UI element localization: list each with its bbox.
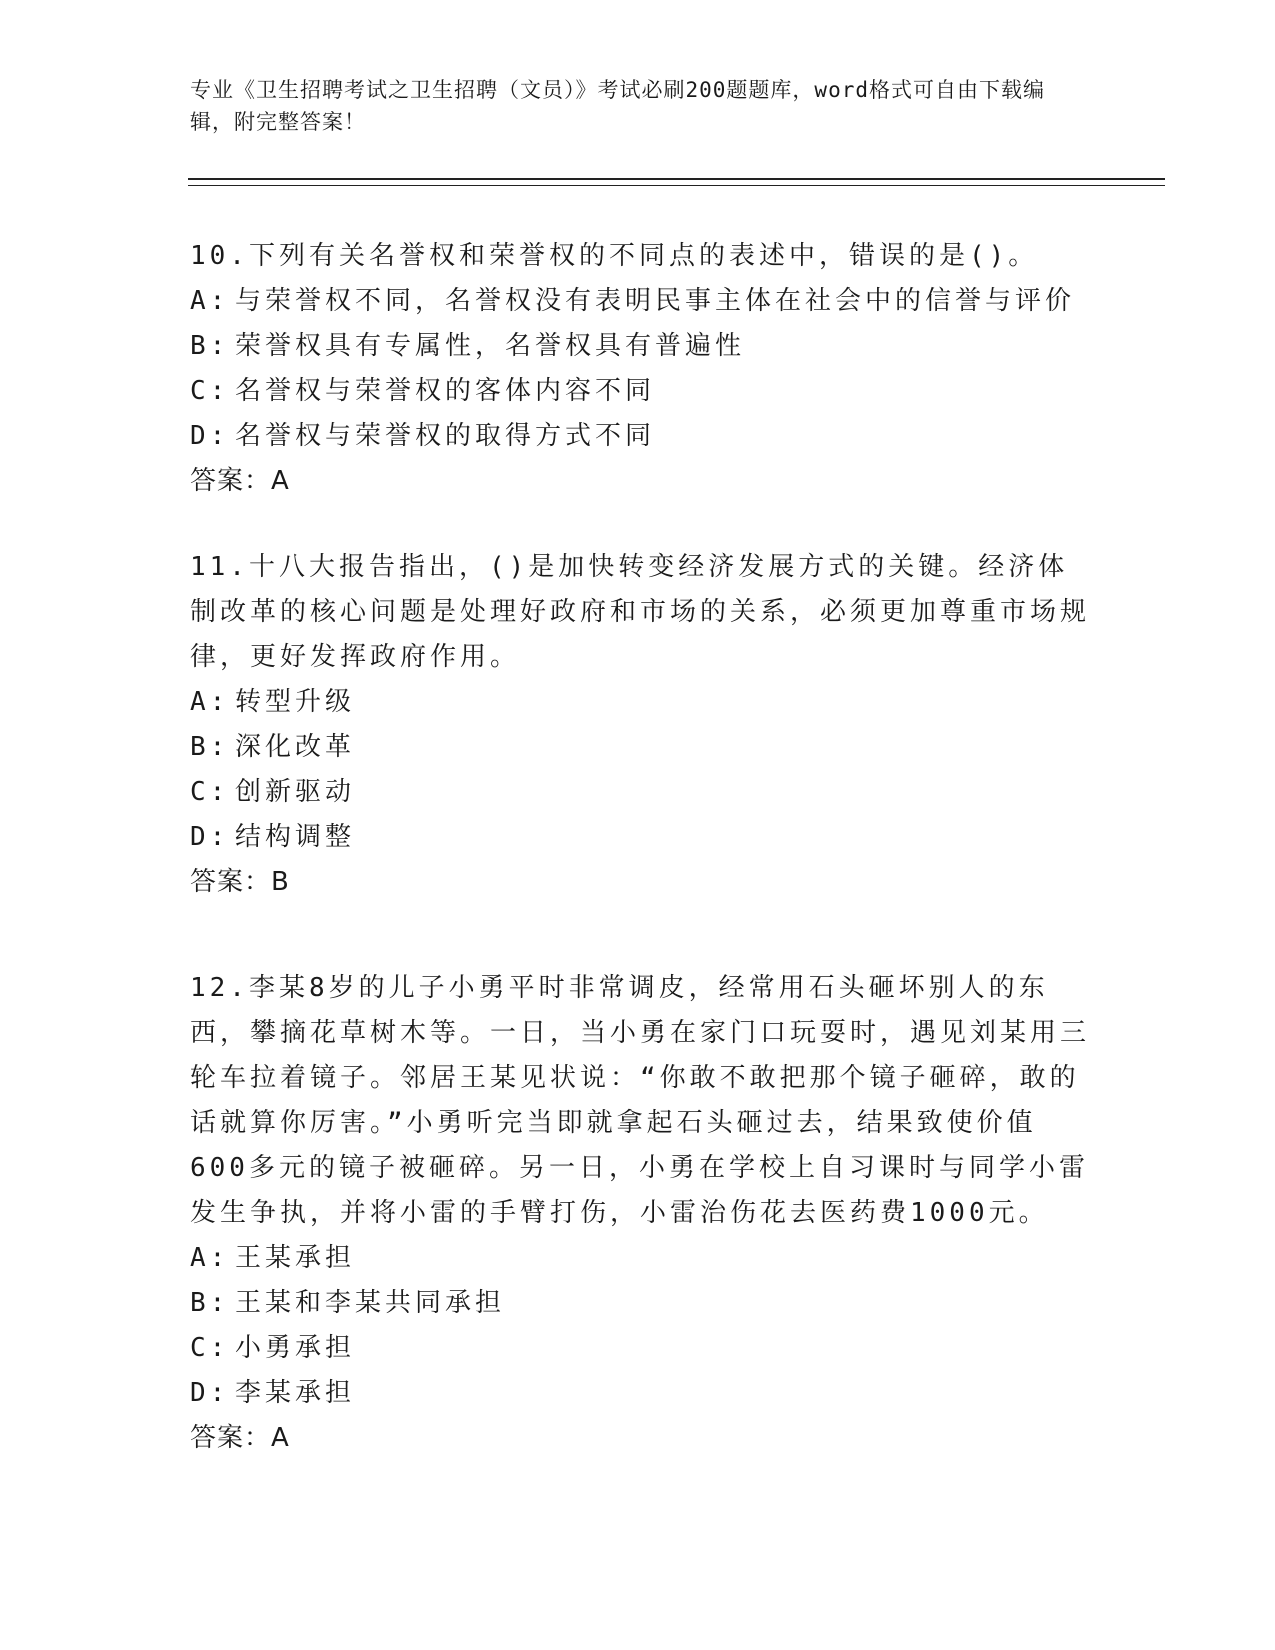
question-stem: 10.下列有关名誉权和荣誉权的不同点的表述中，错误的是()。 — [190, 241, 1039, 271]
option-letter: B: — [190, 1288, 230, 1318]
option-letter: D: — [190, 421, 230, 451]
option-text: 与荣誉权不同，名誉权没有表明民事主体在社会中的信誉与评价 — [235, 286, 1076, 316]
option-text: 结构调整 — [235, 822, 356, 852]
option-text: 创新驱动 — [235, 777, 356, 807]
option-text: 李某承担 — [235, 1378, 356, 1408]
answer: 答案：A — [190, 1423, 290, 1453]
option-c — [190, 1326, 1090, 1371]
option-letter: C: — [190, 376, 230, 406]
option-b — [190, 725, 1090, 770]
option-letter: A: — [190, 1243, 230, 1273]
option-a — [190, 1236, 1090, 1281]
option-letter: C: — [190, 1333, 230, 1363]
option-letter: B: — [190, 331, 230, 361]
option-text: 深化改革 — [235, 732, 356, 762]
option-text: 荣誉权具有专属性，名誉权具有普遍性 — [235, 331, 746, 361]
option-c — [190, 369, 1090, 414]
option-b — [190, 1281, 1090, 1326]
question-stem: 12.李某8岁的儿子小勇平时非常调皮，经常用石头砸坏别人的东西，攀摘花草树木等。一日，当小勇在家门口玩耍时，遇见刘某用三轮车拉着镜子。邻居王某见状说：“你敢不敢把那个镜子砸碎，敢的话就算你厉害。”小勇听完当即就拿起石头砸过去，结果致使价值600多元的镜子被砸碎。另一日，小勇在学校上自习课时与同学小雷发生争执，并将小雷的手臂打伤，小雷治伤花去医药费1000元。 — [190, 973, 1091, 1228]
option-text: 王某和李某共同承担 — [235, 1288, 506, 1318]
question-12 — [190, 966, 1090, 1461]
question-stem: 11.十八大报告指出，()是加快转变经济发展方式的关键。经济体制改革的核心问题是处理好政府和市场的关系，必须更加尊重市场规律，更好发挥政府作用。 — [190, 552, 1091, 672]
option-text: 转型升级 — [235, 687, 356, 717]
option-d — [190, 815, 1090, 860]
option-c — [190, 770, 1090, 815]
option-b — [190, 324, 1090, 369]
option-text: 名誉权与荣誉权的取得方式不同 — [235, 421, 656, 451]
answer: 答案：B — [190, 867, 290, 897]
option-letter: D: — [190, 822, 230, 852]
option-a — [190, 279, 1090, 324]
document-intro: 专业《卫生招聘考试之卫生招聘（文员）》考试必刷200题题库，word格式可自由下载编辑，附完整答案！ — [190, 78, 1045, 134]
header-divider — [188, 178, 1165, 186]
option-d — [190, 414, 1090, 459]
option-letter: A: — [190, 687, 230, 717]
option-text: 名誉权与荣誉权的客体内容不同 — [235, 376, 656, 406]
option-d — [190, 1371, 1090, 1416]
question-11 — [190, 545, 1090, 905]
option-letter: D: — [190, 1378, 230, 1408]
option-text: 王某承担 — [235, 1243, 356, 1273]
question-10 — [190, 234, 1090, 504]
answer: 答案：A — [190, 466, 290, 496]
option-a — [190, 680, 1090, 725]
option-text: 小勇承担 — [235, 1333, 356, 1363]
option-letter: C: — [190, 777, 230, 807]
option-letter: B: — [190, 732, 230, 762]
option-letter: A: — [190, 286, 230, 316]
